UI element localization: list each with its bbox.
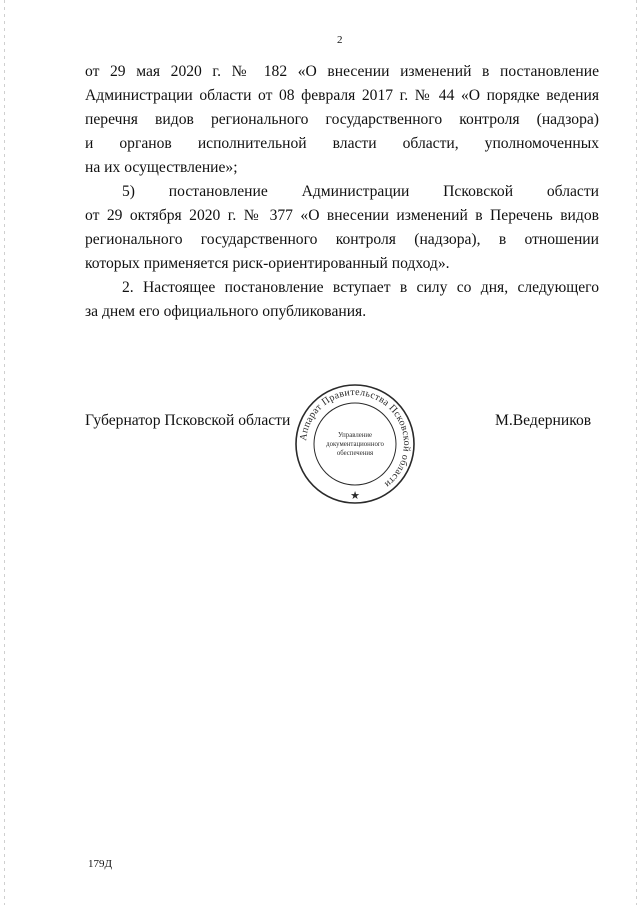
official-stamp (293, 382, 417, 506)
text-line: и органов исполнительной власти области, уполномоченных (85, 135, 599, 152)
text-line: перечня видов регионального государственного контроля (надзора) (85, 111, 599, 128)
page-number: 2 (337, 34, 343, 46)
text-line: от 29 мая 2020 г. № 182 «О внесении изменений в постановление (85, 63, 599, 80)
text-line: на их осуществление»; (85, 159, 238, 176)
scan-edge-right (636, 0, 637, 905)
stamp-outer-text: Аппарат Правительства Псковской области (298, 386, 413, 490)
signature-position: Губернатор Псковской области (85, 412, 291, 429)
text-line: за днем его официального опубликования. (85, 303, 367, 320)
signature-name: М.Ведерников (495, 412, 592, 429)
text-line: Администрации области от 08 февраля 2017 г. № 44 «О порядке ведения (85, 87, 599, 104)
document-code: 179Д (88, 858, 113, 870)
text-line: 5) постановление Администрации Псковской области (122, 183, 599, 200)
stamp-inner-line: Управление (337, 432, 373, 439)
stamp-inner-line: документационного (326, 441, 384, 448)
text-line: от 29 октября 2020 г. № 377 «О внесении изменений в Перечень видов (85, 207, 599, 224)
star-icon: ★ (350, 489, 360, 502)
text-line: которых применяется риск-ориентированный подход». (85, 255, 450, 272)
text-line: регионального государственного контроля (надзора), в отношении (85, 231, 599, 248)
scan-edge-left (4, 0, 5, 905)
stamp-inner-line: обеспечения (336, 450, 374, 457)
text-line: 2. Настоящее постановление вступает в силу со дня, следующего (122, 279, 599, 296)
